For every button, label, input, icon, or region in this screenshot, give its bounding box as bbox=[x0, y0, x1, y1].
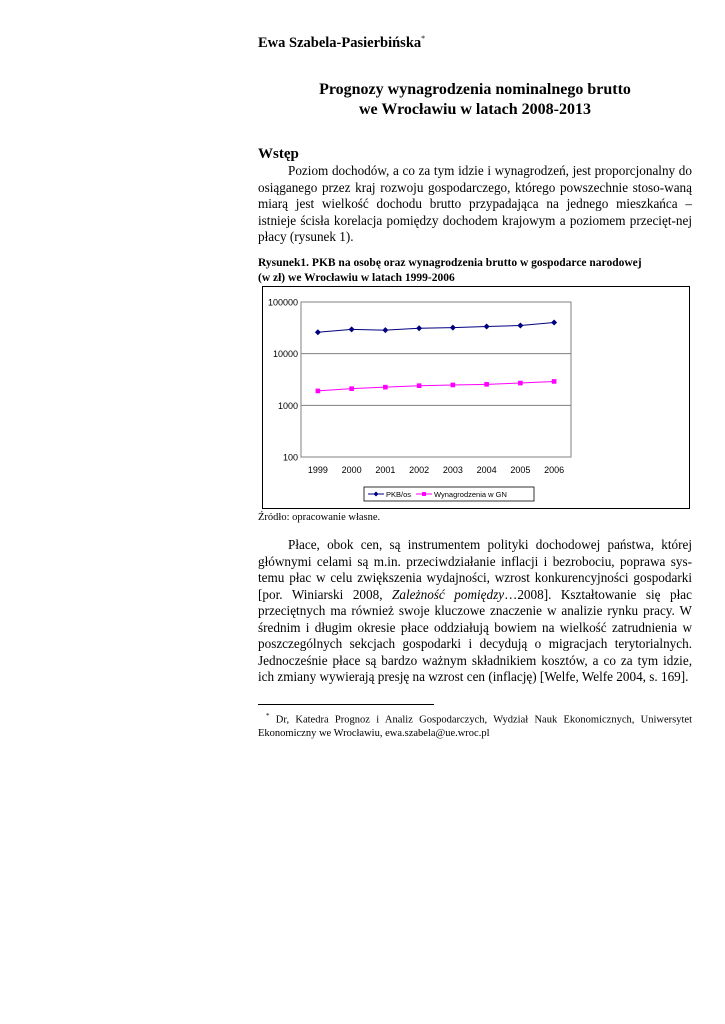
x-tick-label-1999: 1999 bbox=[307, 465, 328, 475]
point-0-1999 bbox=[315, 329, 321, 335]
author-name-text: Ewa Szabela-Pasierbińska bbox=[258, 34, 422, 51]
legend-marker-1 bbox=[422, 492, 426, 496]
series-line-0 bbox=[318, 323, 554, 333]
footnote-rule bbox=[258, 704, 434, 705]
legend-label-1: Wynagrodzenia w GN bbox=[434, 490, 507, 499]
figure-caption bbox=[258, 256, 692, 285]
x-tick-label-2001: 2001 bbox=[375, 465, 396, 475]
point-1-2005 bbox=[518, 381, 523, 386]
intro-paragraph bbox=[258, 163, 692, 246]
x-tick-label-2003: 2003 bbox=[442, 465, 463, 475]
chart-frame bbox=[262, 286, 690, 509]
x-tick-label-2005: 2005 bbox=[510, 465, 531, 475]
point-0-2004 bbox=[484, 324, 490, 330]
footnote-body: Dr, Katedra Prognoz i Analiz Gospodarczych, Wydział Nauk Ekonomicznych, Uniwersytet Ekonomiczny we Wrocławiu, ewa.szabela@ue.wroc.pl bbox=[258, 714, 692, 739]
point-1-2000 bbox=[349, 386, 354, 391]
x-tick-label-2002: 2002 bbox=[409, 465, 430, 475]
intro-paragraph-text: Poziom dochodów, a co za tym idzie i wynagrodzeń, jest proporcjonalny do osiąganego przez kraj rozwoju gospodarczego, którego powszechnie stoso-waną miarą jest wielkość dochodu brutto przypadająca na jednego mieszkańca – istnieje ścisła korelacja pomiędzy dochodem krajowym a poziomem przecięt-nej płacy (rysunek 1). bbox=[258, 163, 692, 244]
point-1-2003 bbox=[451, 383, 456, 388]
body-text-part-2: …2008]. Kształtowanie się płac przeciętnych ma również swoje kluczowe znaczenie w analizie rynku pracy. W średnim i długim okresie płace oddziałują bowiem na wielkość zatrudnienia w poszczególnych sekcjach gospodarki i decydują o migracjach terytorialnych. Jednocześnie płace są bardzo ważnym składnikiem kosztów, a co za tym idzie, ich zmiany wywierają presję na wzrost cen (inflację) [Welfe, Welfe 2004, s. 169]. bbox=[258, 586, 692, 684]
body-citation-italic: Zależność pomiędzy bbox=[392, 586, 505, 602]
figure-caption-line-1: Rysunek1. PKB na osobę oraz wynagrodzenia brutto w gospodarce narodowej bbox=[258, 257, 642, 269]
point-1-2004 bbox=[484, 382, 489, 387]
title-line-1: Prognozy wynagrodzenia nominalnego brutto bbox=[319, 81, 631, 98]
title-line-2: we Wrocławiu w latach 2008-2013 bbox=[359, 101, 591, 118]
section-heading: Wstęp bbox=[258, 146, 299, 162]
point-0-2006 bbox=[551, 320, 557, 326]
body-paragraph-text bbox=[258, 537, 692, 686]
point-0-2003 bbox=[450, 325, 456, 331]
figure-caption-line-2: (w zł) we Wrocławiu w latach 1999-2006 bbox=[258, 271, 455, 284]
y-tick-label-1000: 1000 bbox=[277, 400, 298, 411]
point-1-1999 bbox=[316, 389, 321, 394]
point-0-2002 bbox=[416, 325, 422, 331]
plot-area bbox=[301, 302, 571, 457]
y-tick-label-100000: 100000 bbox=[267, 297, 298, 308]
line-chart bbox=[263, 287, 689, 508]
footnote bbox=[258, 710, 692, 741]
point-0-2001 bbox=[382, 327, 388, 333]
point-1-2001 bbox=[383, 385, 388, 390]
y-tick-label-100: 100 bbox=[282, 452, 298, 463]
point-1-2002 bbox=[417, 383, 422, 388]
paper-title bbox=[258, 80, 692, 120]
author-footnote-mark[interactable]: * bbox=[421, 34, 426, 43]
y-tick-label-10000: 10000 bbox=[272, 349, 298, 360]
x-tick-label-2000: 2000 bbox=[341, 465, 362, 475]
x-tick-label-2004: 2004 bbox=[476, 465, 497, 475]
figure-source: Źródło: opracowanie własne. bbox=[258, 512, 381, 523]
footnote-mark: * bbox=[266, 712, 270, 720]
point-0-2005 bbox=[517, 323, 523, 329]
point-1-2006 bbox=[552, 379, 557, 384]
footnote-text bbox=[258, 710, 692, 741]
author-name bbox=[258, 34, 425, 52]
point-0-2000 bbox=[349, 326, 355, 332]
body-text-part-1: Płace, obok cen, są instrumentem polityki dochodowej państwa, której głównymi celami są m.in. przeciwdziałanie inflacji i bezrobociu, poprawa sys-temu płac w celu zwiększenia wydajności, wzrost konkurencyjności gospodarki [por. Winiarski 2008, bbox=[258, 537, 692, 602]
x-tick-label-2006: 2006 bbox=[544, 465, 565, 475]
body-paragraph bbox=[258, 537, 692, 686]
legend-label-0: PKB/os bbox=[386, 490, 412, 499]
